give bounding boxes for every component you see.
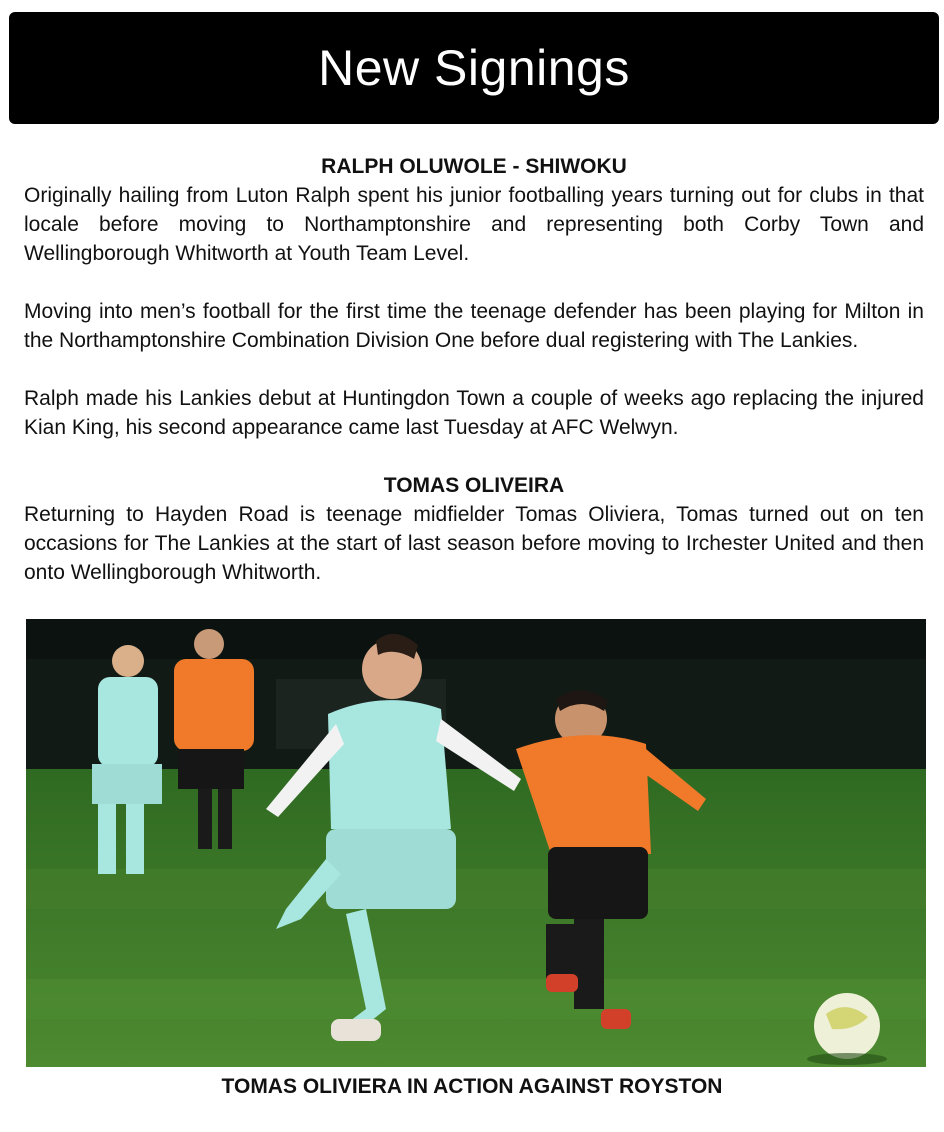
match-photo-illustration	[26, 619, 926, 1067]
photo-caption: TOMAS OLIVIERA IN ACTION AGAINST ROYSTON	[221, 1075, 723, 1098]
player2-heading: TOMAS OLIVEIRA	[383, 474, 565, 497]
player2-paragraph-1: Returning to Hayden Road is teenage midfielder Tomas Oliviera, Tomas turned out on ten occasions for The Lankies at the start of last season before moving to Irchester United and then onto Wellingborough Whitworth.	[24, 503, 924, 584]
player1-heading: RALPH OLUWOLE - SHIWOKU	[321, 155, 627, 178]
pitch	[26, 769, 926, 1067]
player1-paragraph-2: Moving into men’s football for the first time the teenage defender has been playing for Milton in the Northamptonshire Combination Division One before dual registering with The Lankies.	[24, 300, 924, 352]
player1-paragraph-1: Originally hailing from Luton Ralph spent his junior footballing years turning out for clubs in that locale before moving to Northamptonshire and representing both Corby Town and Wellingborough Whitworth at Youth Team Level.	[24, 184, 924, 265]
article-body	[24, 152, 924, 587]
page-title: New Signings	[318, 40, 630, 96]
match-photo	[26, 619, 926, 1067]
player1-paragraph-3: Ralph made his Lankies debut at Huntingdon Town a couple of weeks ago replacing the injured Kian King, his second appearance came last Tuesday at AFC Welwyn.	[24, 387, 924, 439]
title-banner	[9, 12, 939, 124]
